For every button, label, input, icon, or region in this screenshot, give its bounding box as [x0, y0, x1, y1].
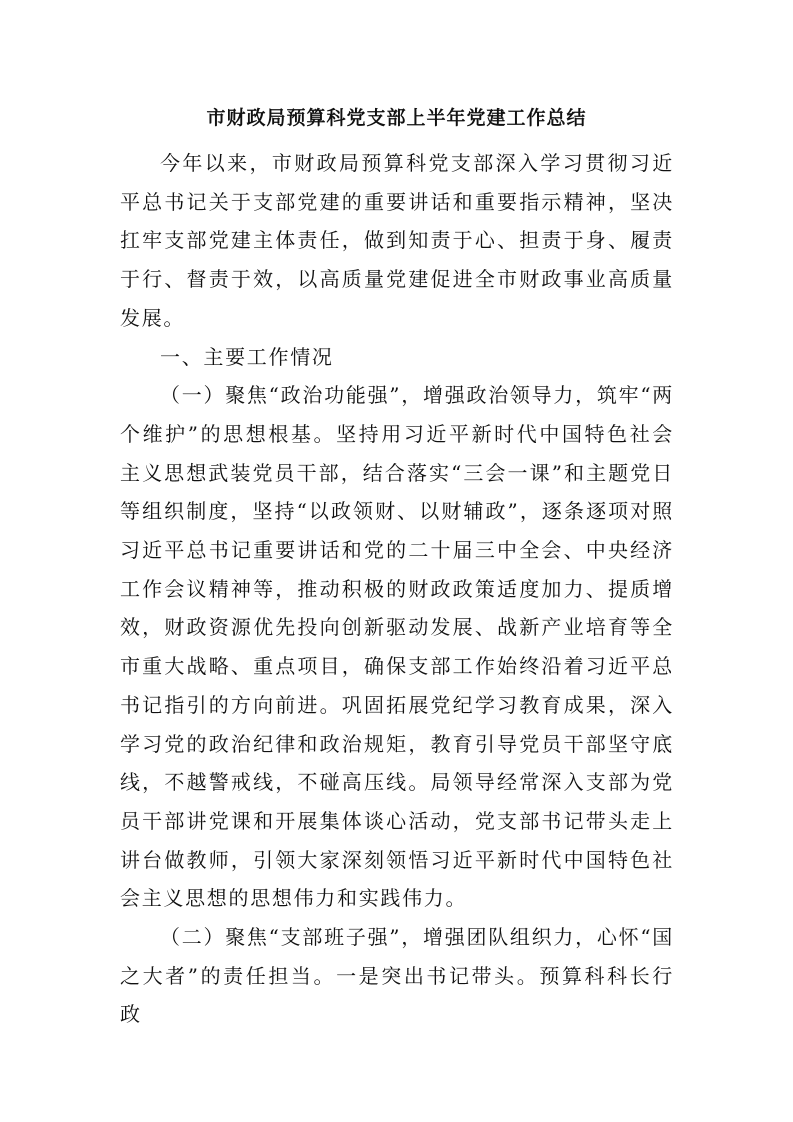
body-paragraph: （二）聚焦“支部班子强”，增强团队组织力，心怀“国之大者”的责任担当。一是突出书记带头。预算科科长行政: [120, 925, 674, 1027]
body-paragraph: （一）聚焦“政治功能强”，增强政治领导力，筑牢“两个维护”的思想根基。坚持用习近平新时代中国特色社会主义思想武装党员干部，结合落实“三会一课”和主题党日等组织制度，坚持“以政领财、以财辅政”，逐条逐项对照习近平总书记重要讲话和党的二十届三中全会、中央经济工作会议精神等，推动积极的财政政策适度加力、提质增效，财政资源优先投向创新驱动发展、战新产业培育等全市重大战略、重点项目，确保支部工作始终沿着习近平总书记指引的方向前进。巩固拓展党纪学习教育成果，深入学习党的政治纪律和政治规矩，教育引导党员干部坚守底线，不越警戒线，不碰高压线。局领导经常深入支部为党员干部讲党课和开展集体谈心活动，党支部书记带头走上讲台做教师，引领大家深刻领悟习近平新时代中国特色社会主义思想的思想伟力和实践伟力。: [120, 383, 674, 911]
document-title: 市财政局预算科党支部上半年党建工作总结: [206, 107, 587, 129]
document-body: [120, 144, 674, 1034]
section-heading: 一、主要工作情况: [160, 344, 334, 369]
intro-paragraph: 今年以来，市财政局预算科党支部深入学习贯彻习近平总书记关于支部党建的重要讲话和重要指示精神，坚决扛牢支部党建主体责任，做到知责于心、担责于身、履责于行、督责于效，以高质量党建促进全市财政事业高质量发展。: [120, 151, 674, 330]
